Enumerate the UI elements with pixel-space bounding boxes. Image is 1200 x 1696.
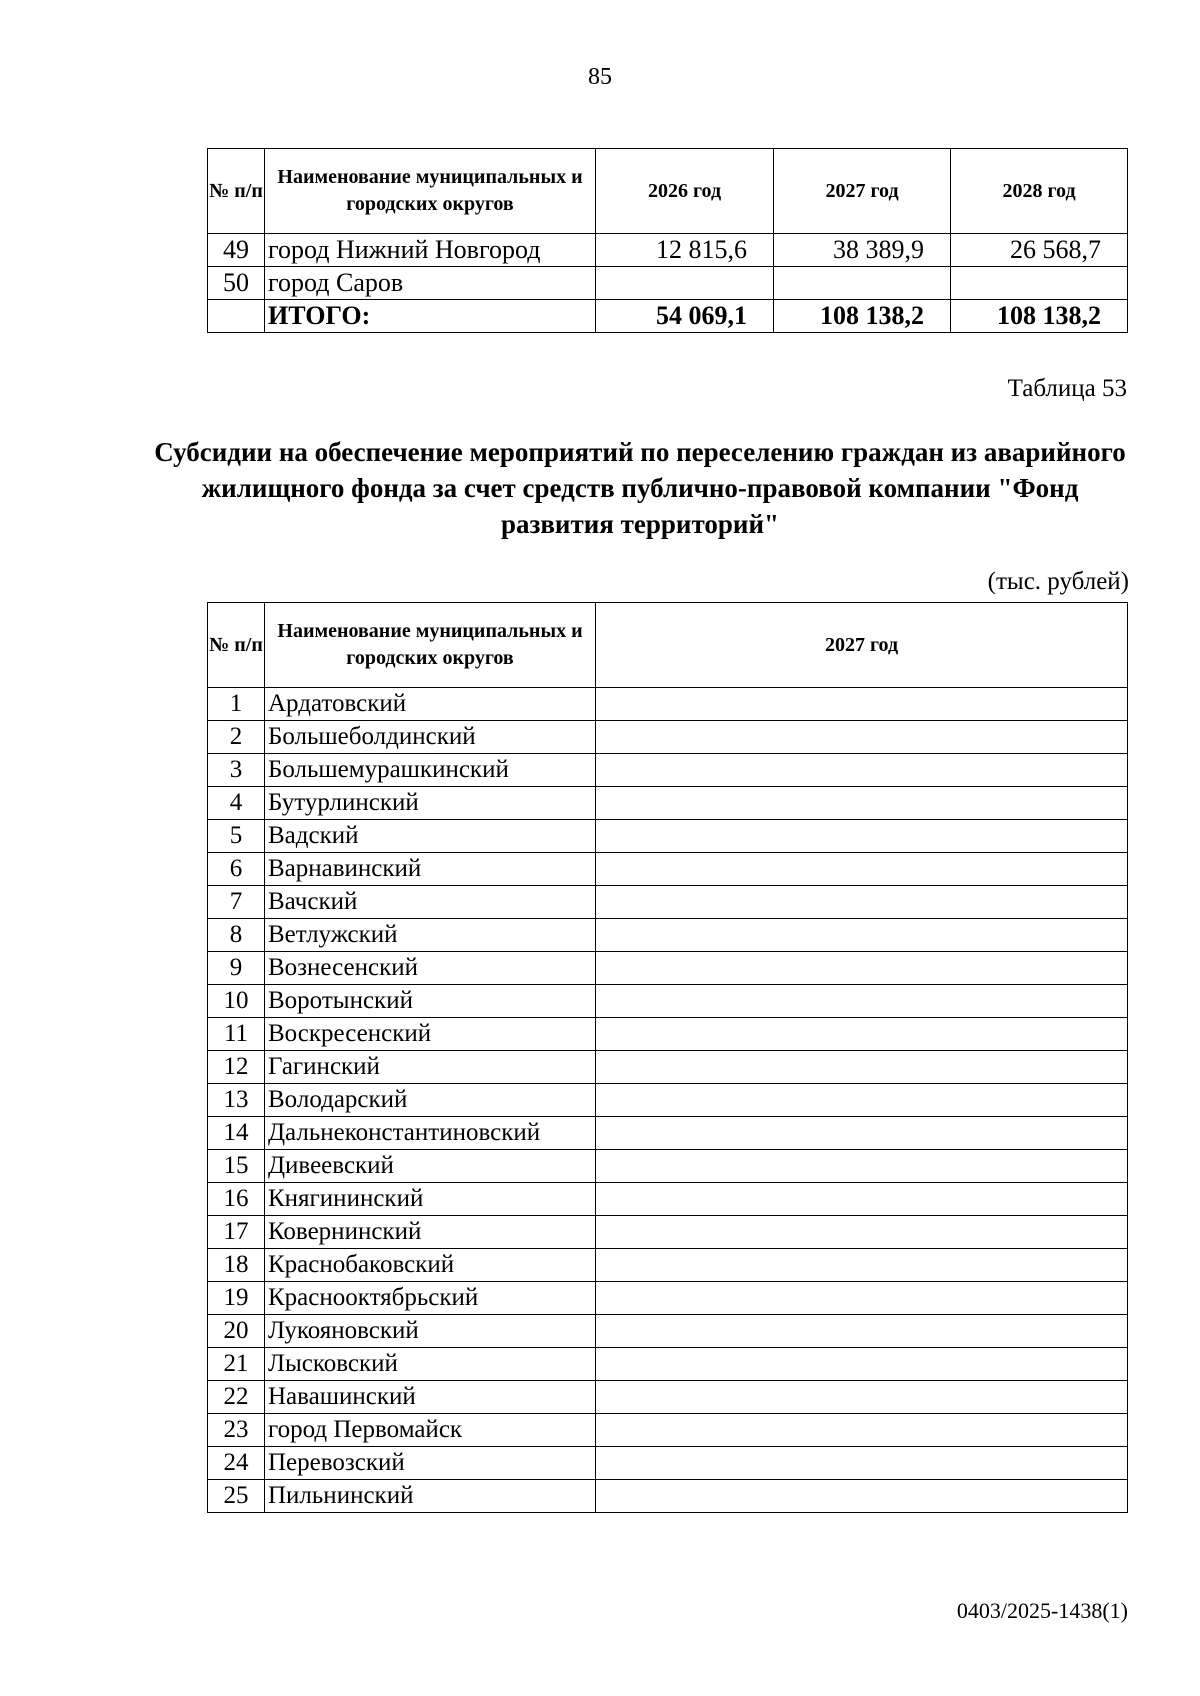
row-num: 7 xyxy=(208,886,265,919)
row-num: 3 xyxy=(208,754,265,787)
row-name: Вачский xyxy=(265,886,596,919)
table-row xyxy=(208,853,1128,886)
row-value-2027 xyxy=(596,1084,1128,1117)
row-num: 24 xyxy=(208,1447,265,1480)
table-row xyxy=(208,1018,1128,1051)
row-value-2027 xyxy=(596,1249,1128,1282)
row-value-2026 xyxy=(596,267,774,300)
row-value-2027 xyxy=(596,1051,1128,1084)
row-value-2027 xyxy=(596,853,1128,886)
row-name: город Нижний Новгород xyxy=(265,234,596,267)
row-value-2027 xyxy=(596,985,1128,1018)
row-num: 25 xyxy=(208,1480,265,1513)
row-num: 22 xyxy=(208,1381,265,1414)
document-code: 0403/2025-1438(1) xyxy=(956,1598,1128,1623)
row-num: 15 xyxy=(208,1150,265,1183)
row-num: 10 xyxy=(208,985,265,1018)
total-value-2028: 108 138,2 xyxy=(951,300,1128,333)
row-num: 50 xyxy=(208,267,265,300)
row-name: Перевозский xyxy=(265,1447,596,1480)
header-name: Наименование муниципальных и городских округов xyxy=(265,149,596,234)
table-row xyxy=(208,1282,1128,1315)
row-num: 21 xyxy=(208,1348,265,1381)
row-name: Княгининский xyxy=(265,1183,596,1216)
table-main-body xyxy=(208,688,1128,1513)
row-name: Воротынский xyxy=(265,985,596,1018)
row-value-2027 xyxy=(596,1117,1128,1150)
header-name: Наименование муниципальных и городских округов xyxy=(265,603,596,688)
row-name: Навашинский xyxy=(265,1381,596,1414)
row-num: 14 xyxy=(208,1117,265,1150)
row-name: Лукояновский xyxy=(265,1315,596,1348)
table-row xyxy=(208,1348,1128,1381)
total-row xyxy=(208,300,1128,333)
header-num: № п/п xyxy=(208,603,265,688)
total-label: ИТОГО: xyxy=(265,300,596,333)
row-name: Варнавинский xyxy=(265,853,596,886)
table-row xyxy=(208,1051,1128,1084)
header-num: № п/п xyxy=(208,149,265,234)
row-name: Ардатовский xyxy=(265,688,596,721)
row-name: Вадский xyxy=(265,820,596,853)
table-header-row xyxy=(208,149,1128,234)
row-num: 8 xyxy=(208,919,265,952)
row-num: 18 xyxy=(208,1249,265,1282)
table-row xyxy=(208,1183,1128,1216)
table-row xyxy=(208,267,1128,300)
table-row xyxy=(208,886,1128,919)
row-num: 4 xyxy=(208,787,265,820)
row-name: Дальнеконстантиновский xyxy=(265,1117,596,1150)
row-value-2027 xyxy=(596,1381,1128,1414)
row-value-2027 xyxy=(596,1216,1128,1249)
row-name: Краснобаковский xyxy=(265,1249,596,1282)
table-row xyxy=(208,1150,1128,1183)
table-row xyxy=(208,754,1128,787)
row-name: город Первомайск xyxy=(265,1414,596,1447)
table-row xyxy=(208,919,1128,952)
table-row xyxy=(208,820,1128,853)
row-value-2027 xyxy=(596,688,1128,721)
row-value-2027 xyxy=(596,820,1128,853)
row-value-2027 xyxy=(596,1018,1128,1051)
table-row xyxy=(208,721,1128,754)
table-row xyxy=(208,1117,1128,1150)
row-name: Гагинский xyxy=(265,1051,596,1084)
row-num: 13 xyxy=(208,1084,265,1117)
row-num: 16 xyxy=(208,1183,265,1216)
row-num: 11 xyxy=(208,1018,265,1051)
units-label: (тыс. рублей) xyxy=(987,568,1129,595)
table-row xyxy=(208,1480,1128,1513)
table-row xyxy=(208,985,1128,1018)
table-title: Субсидии на обеспечение мероприятий по переселению граждан из аварийного жилищного фонда за счет средств публично-правовой компании "Фонд развития территорий" xyxy=(154,437,1126,539)
total-num xyxy=(208,300,265,333)
header-2027: 2027 год xyxy=(774,149,951,234)
row-name: Ковернинский xyxy=(265,1216,596,1249)
row-value-2027 xyxy=(596,1414,1128,1447)
row-name: Вознесенский xyxy=(265,952,596,985)
row-num: 19 xyxy=(208,1282,265,1315)
row-name: Бутурлинский xyxy=(265,787,596,820)
header-2028: 2028 год xyxy=(951,149,1128,234)
row-value-2027 xyxy=(596,1447,1128,1480)
row-num: 6 xyxy=(208,853,265,886)
row-value-2027 xyxy=(596,1348,1128,1381)
row-num: 1 xyxy=(208,688,265,721)
row-value-2027 xyxy=(596,1183,1128,1216)
row-value-2027 xyxy=(774,267,951,300)
row-value-2027 xyxy=(596,886,1128,919)
row-value-2027 xyxy=(596,787,1128,820)
row-name: Ветлужский xyxy=(265,919,596,952)
table-row xyxy=(208,688,1128,721)
row-value-2027 xyxy=(596,1150,1128,1183)
row-num: 23 xyxy=(208,1414,265,1447)
table-main xyxy=(207,602,1128,1513)
row-value-2026: 12 815,6 xyxy=(596,234,774,267)
row-value-2028 xyxy=(951,267,1128,300)
table-row xyxy=(208,1381,1128,1414)
row-name: Большемурашкинский xyxy=(265,754,596,787)
row-value-2027 xyxy=(596,721,1128,754)
total-value-2027: 108 138,2 xyxy=(774,300,951,333)
row-name: Пильнинский xyxy=(265,1480,596,1513)
row-value-2027 xyxy=(596,919,1128,952)
row-num: 49 xyxy=(208,234,265,267)
row-value-2027 xyxy=(596,1480,1128,1513)
row-value-2027 xyxy=(596,1282,1128,1315)
row-num: 9 xyxy=(208,952,265,985)
table-row xyxy=(208,234,1128,267)
table-header-row xyxy=(208,603,1128,688)
page-number: 85 xyxy=(588,64,612,90)
row-value-2027 xyxy=(596,952,1128,985)
table-row xyxy=(208,787,1128,820)
row-name: Лысковский xyxy=(265,1348,596,1381)
total-value-2026: 54 069,1 xyxy=(596,300,774,333)
row-name: Краснооктябрьский xyxy=(265,1282,596,1315)
table-row xyxy=(208,1315,1128,1348)
table-row xyxy=(208,952,1128,985)
row-value-2027 xyxy=(596,1315,1128,1348)
row-name: Володарский xyxy=(265,1084,596,1117)
header-2026: 2026 год xyxy=(596,149,774,234)
row-num: 20 xyxy=(208,1315,265,1348)
header-2027: 2027 год xyxy=(596,603,1128,688)
table-caption: Таблица 53 xyxy=(1007,375,1127,402)
table-row xyxy=(208,1249,1128,1282)
row-value-2028: 26 568,7 xyxy=(951,234,1128,267)
table-row xyxy=(208,1216,1128,1249)
table-row xyxy=(208,1084,1128,1117)
row-value-2027: 38 389,9 xyxy=(774,234,951,267)
row-num: 12 xyxy=(208,1051,265,1084)
table-top xyxy=(207,148,1128,333)
table-row xyxy=(208,1447,1128,1480)
row-num: 2 xyxy=(208,721,265,754)
row-num: 5 xyxy=(208,820,265,853)
row-name: Дивеевский xyxy=(265,1150,596,1183)
row-num: 17 xyxy=(208,1216,265,1249)
row-name: Воскресенский xyxy=(265,1018,596,1051)
table-row xyxy=(208,1414,1128,1447)
row-value-2027 xyxy=(596,754,1128,787)
row-name: Большеболдинский xyxy=(265,721,596,754)
row-name: город Саров xyxy=(265,267,596,300)
